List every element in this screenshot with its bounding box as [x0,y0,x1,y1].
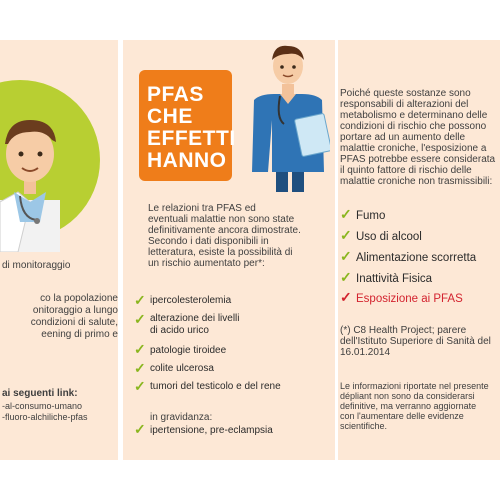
risk-item: di acido urico [150,325,209,336]
risk-factor: Fumo [356,210,386,222]
middle-intro-line: Le relazioni tra PFAS ed [148,203,256,214]
risk-item: alterazione dei livelli [150,313,240,324]
left-paragraph-line: co la popolazione [40,293,118,304]
check-icon: ✓ [134,421,146,437]
check-icon: ✓ [134,292,146,308]
risk-factor: Uso di alcool [356,231,422,243]
risk-item: colite ulcerosa [150,363,214,374]
right-intro-line: malattie croniche non trasmissibili: [340,176,493,187]
risk-factor: Alimentazione scorretta [356,252,477,264]
middle-intro-line: Secondo i dati disponibili in [148,236,269,247]
disclaimer-line: dépliant non sono da considerarsi [340,391,475,401]
disclaimer-line: definitive, ma verranno aggiornate [340,401,477,411]
risk-factor: Inattività Fisica [356,273,433,285]
left-panel [0,40,118,460]
footnote [340,325,498,358]
check-icon: ✓ [340,227,352,243]
left-paragraph-line: eening di primo e [41,329,118,340]
right-intro [340,88,498,187]
right-intro-line: metabolismo e determinano delle [340,110,488,121]
risk-item: patologie tiroidee [150,345,227,356]
middle-intro-line: definitivamente ancora dimostrate. [148,225,301,236]
right-intro-line: malattie croniche, l'esposizione a [340,143,487,154]
title-line: HANNO [147,149,227,172]
middle-intro-line: un rischio aumentato per*: [148,258,265,269]
disclaimer-line: con l'aumentare delle evidenze [340,411,464,421]
disclaimer-line: Le informazioni riportate nel presente [340,381,489,391]
left-paragraph [2,293,118,341]
check-icon: ✓ [340,269,352,285]
links-list [2,401,118,423]
title-line: CHE [147,105,193,128]
link-item[interactable]: -al-consumo-umano [2,401,83,411]
check-icon: ✓ [134,341,146,357]
link-item[interactable]: -fluoro-alchiliche-pfas [2,412,88,422]
disclaimer-line: scientifiche. [340,421,388,431]
nurse-illustration [246,42,330,192]
right-intro-line: Poiché queste sostanze sono [340,88,471,99]
right-intro-line: il quinto fattore di rischio delle [340,165,472,176]
risk-item: ipercolesterolemia [150,295,232,306]
middle-intro-line: letteratura, esiste la possibilità di [148,247,293,258]
check-icon: ✓ [134,360,146,376]
middle-intro [148,203,326,269]
middle-intro-line: eventuali malattie non sono state [148,214,295,225]
links-title: ai seguenti link: [2,388,78,399]
right-intro-line: responsabili di alterazioni del [340,99,469,110]
check-icon: ✓ [340,206,352,222]
disclaimer [340,381,498,431]
check-icon: ✓ [134,378,146,394]
check-icon: ✓ [340,289,352,305]
left-paragraph-line: onitoraggio a lungo [32,305,118,316]
pregnancy-item: ipertensione, pre-eclampsia [150,425,273,436]
title-line: EFFETTI [147,127,236,150]
monitor-text: di monitoraggio [2,260,71,271]
right-intro-line: condizioni di rischio che possono [340,121,487,132]
risk-factor-highlight: Esposizione ai PFAS [356,293,463,305]
check-icon: ✓ [340,248,352,264]
footnote-line: 16.01.2014 [340,347,391,358]
left-paragraph-line: condizioni di salute, [30,317,118,328]
right-intro-line: PFAS potrebbe essere considerata [340,154,496,165]
footnote-line: dell'Istituto Superiore di Sanità del [340,336,491,347]
risk-item: tumori del testicolo e del rene [150,381,281,392]
right-intro-line: portare ad un aumento delle [340,132,466,143]
doctor-illustration [0,92,60,252]
footnote-line: (*) C8 Health Project; parere [340,325,467,336]
title-line: PFAS [147,83,204,106]
pregnancy-label: in gravidanza: [150,412,213,423]
check-icon: ✓ [134,311,146,327]
